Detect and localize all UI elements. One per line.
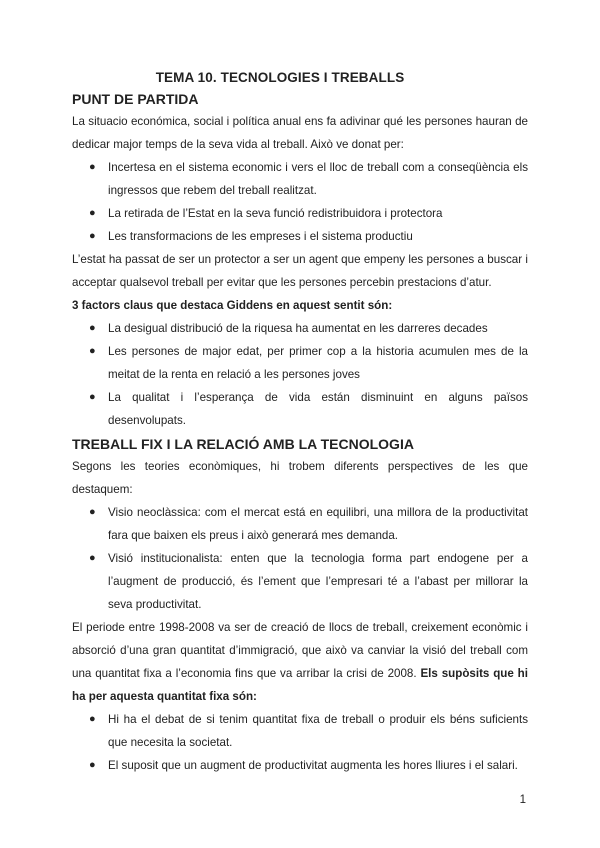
page-number: 1 bbox=[519, 794, 526, 806]
bullet-icon: ● bbox=[89, 230, 96, 242]
list-item: ● Les transformacions de les empreses i el sistema productiu bbox=[72, 225, 528, 248]
bullet-icon: ● bbox=[89, 391, 96, 403]
bullet-list bbox=[72, 501, 528, 616]
bullet-icon: ● bbox=[89, 207, 96, 219]
bullet-icon: ● bbox=[89, 713, 96, 725]
bullet-icon: ● bbox=[89, 552, 96, 564]
list-item: ● El suposit que un augment de productivitat augmenta les hores lliures i el salari. bbox=[72, 754, 528, 777]
list-item: ● La qualitat i l’esperança de vida están disminuint en alguns països desenvolupats. bbox=[72, 386, 528, 432]
paragraph: L’estat ha passat de ser un protector a ser un agent que empeny les persones a buscar i acceptar qualsevol treball per evitar que les persones percebin prestacions d’atur. bbox=[72, 253, 528, 289]
list-item: ● La retirada de l’Estat en la seva funció redistribuidora i protectora bbox=[72, 202, 528, 225]
bullet-icon: ● bbox=[89, 345, 96, 357]
bold-text: Els supòsits que hi ha per aquesta quantitat fixa són: bbox=[72, 667, 528, 703]
paragraph: El periode entre 1998-2008 va ser de creació de llocs de treball, creixement econòmic i absorció d’una gran quantitat d’immigració, que això va canviar la visió del treball com una quantitat fixa a l’economia fins que va arribar la crisi de 2008. Els supòsits que hi ha per aquesta quantitat fixa són: bbox=[72, 621, 528, 703]
list-item: ● Les persones de major edat, per primer cop a la historia acumulen mes de la meitat de la renta en relació a les persones joves bbox=[72, 340, 528, 386]
bullet-icon: ● bbox=[89, 161, 96, 173]
bullet-list bbox=[72, 317, 528, 432]
bullet-list bbox=[72, 156, 528, 248]
list-item: ● Visió institucionalista: enten que la tecnologia forma part endogene per a l’augment de producció, és l’ement que l’empresari té a l’abast per millorar la seva productivitat. bbox=[72, 547, 528, 616]
bullet-icon: ● bbox=[89, 506, 96, 518]
section-heading-punt-de-partida: PUNT DE PARTIDA bbox=[72, 91, 199, 107]
document-page bbox=[72, 70, 528, 777]
bullet-icon: ● bbox=[89, 322, 96, 334]
bullet-list bbox=[72, 708, 528, 777]
subheading: 3 factors claus que destaca Giddens en aquest sentit són: bbox=[72, 299, 393, 312]
list-item: ● La desigual distribució de la riquesa ha aumentat en les darreres decades bbox=[72, 317, 528, 340]
paragraph: Segons les teories econòmiques, hi trobem diferents perspectives de les que destaquem: bbox=[72, 460, 528, 496]
section-heading-treball-fix: TREBALL FIX I LA RELACIÓ AMB LA TECNOLOGIA bbox=[72, 436, 414, 452]
list-item: ● Hi ha el debat de si tenim quantitat fixa de treball o produir els béns suficients que necesita la societat. bbox=[72, 708, 528, 754]
paragraph: La situacio económica, social i política anual ens fa adivinar qué les persones hauran de dedicar major temps de la seva vida al treball. Això ve donat per: bbox=[72, 115, 528, 151]
bullet-icon: ● bbox=[89, 759, 96, 771]
page-title: TEMA 10. TECNOLOGIES I TREBALLS bbox=[155, 70, 405, 85]
list-item: ● Visio neoclàssica: com el mercat está en equilibri, una millora de la productivitat fara que baixen els preus i això generará mes demanda. bbox=[72, 501, 528, 547]
list-item: ● Incertesa en el sistema economic i vers el lloc de treball com a conseqüència els ingressos que rebem del treball realitzat. bbox=[72, 156, 528, 202]
